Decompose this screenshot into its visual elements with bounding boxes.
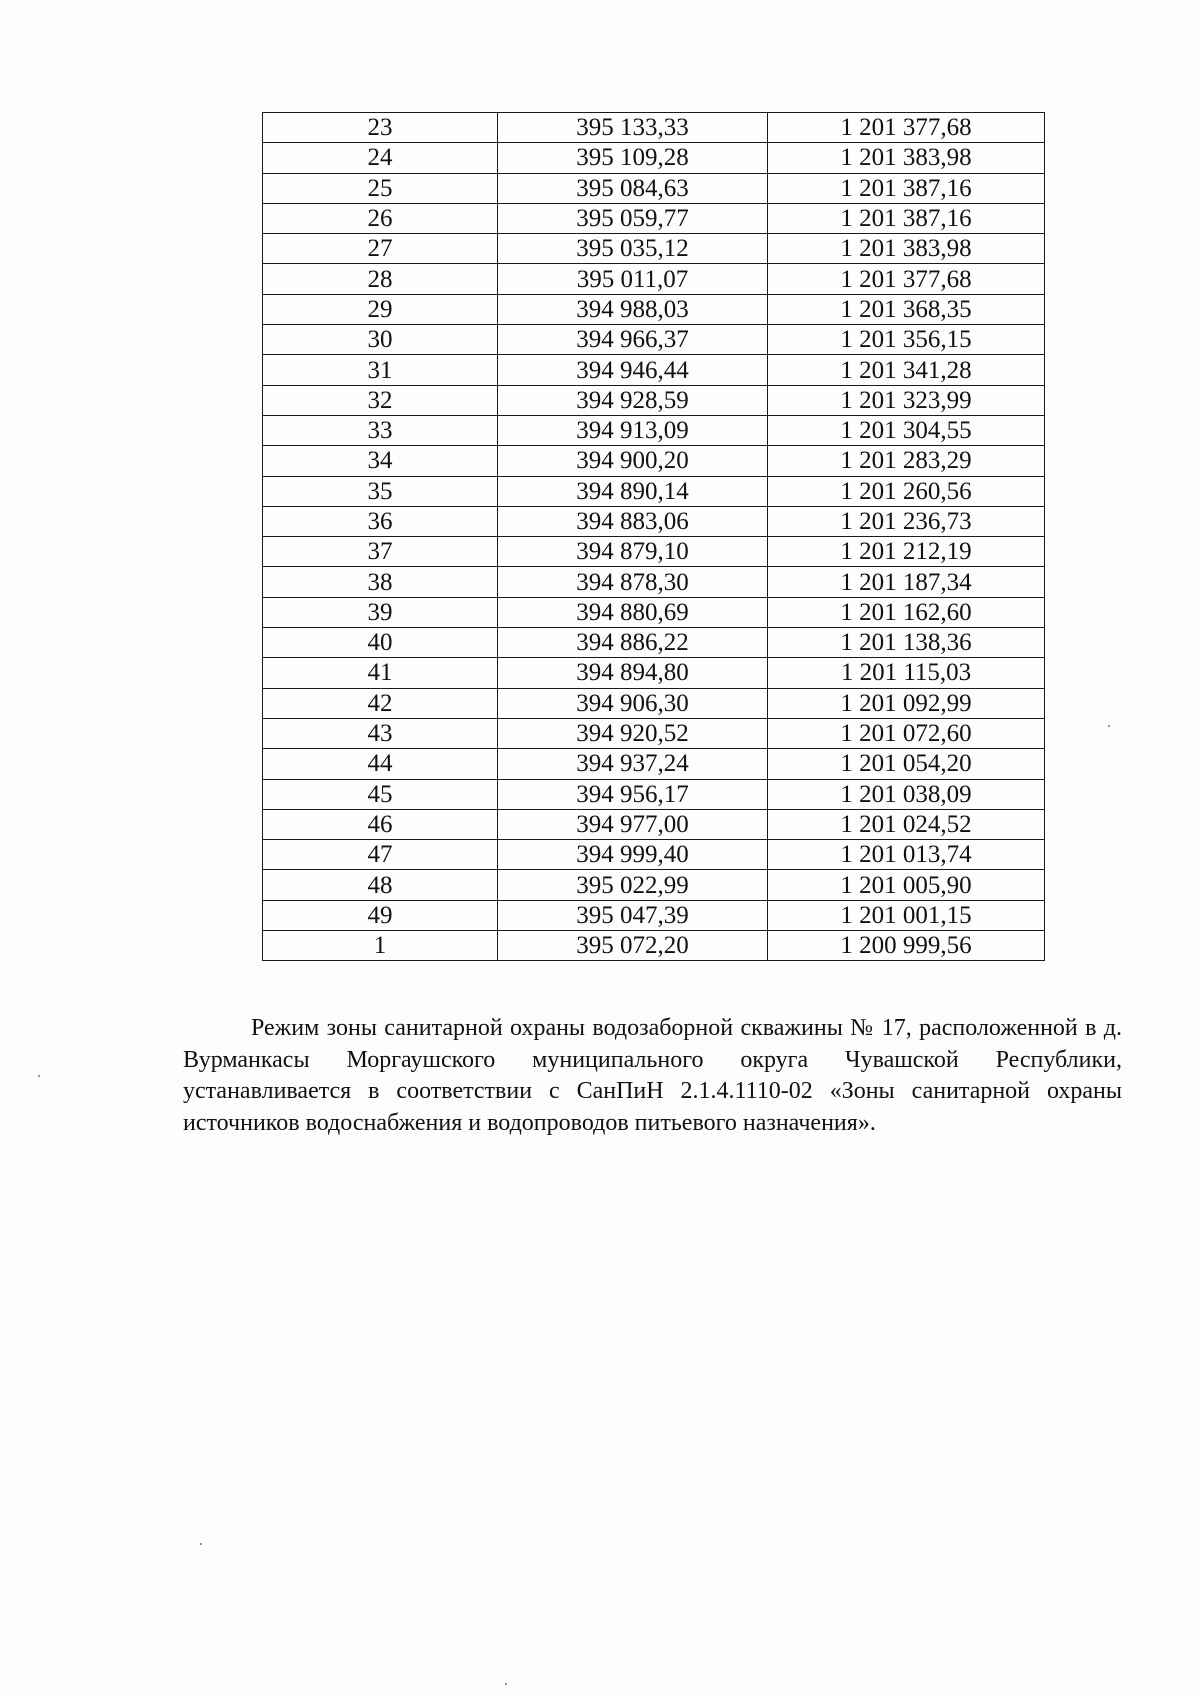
table-row	[263, 294, 1045, 324]
point-number-cell: 41	[263, 658, 498, 688]
y-coordinate-cell: 1 201 387,16	[768, 203, 1045, 233]
x-coordinate-cell: 394 920,52	[498, 718, 768, 748]
x-coordinate-cell: 394 883,06	[498, 506, 768, 536]
scan-speck	[505, 1683, 507, 1685]
x-coordinate-cell: 395 133,33	[498, 113, 768, 143]
y-coordinate-cell: 1 201 001,15	[768, 900, 1045, 930]
y-coordinate-cell: 1 201 368,35	[768, 294, 1045, 324]
coordinates-table	[262, 112, 1045, 961]
scan-speck	[200, 1543, 202, 1545]
x-coordinate-cell: 394 913,09	[498, 415, 768, 445]
y-coordinate-cell: 1 201 356,15	[768, 325, 1045, 355]
point-number-cell: 44	[263, 749, 498, 779]
table-row	[263, 809, 1045, 839]
point-number-cell: 47	[263, 840, 498, 870]
y-coordinate-cell: 1 201 024,52	[768, 809, 1045, 839]
coordinates-table-body	[263, 113, 1045, 961]
table-row	[263, 113, 1045, 143]
y-coordinate-cell: 1 201 138,36	[768, 628, 1045, 658]
x-coordinate-cell: 394 977,00	[498, 809, 768, 839]
point-number-cell: 30	[263, 325, 498, 355]
scan-speck	[1108, 725, 1110, 727]
x-coordinate-cell: 394 880,69	[498, 597, 768, 627]
x-coordinate-cell: 394 937,24	[498, 749, 768, 779]
y-coordinate-cell: 1 201 092,99	[768, 688, 1045, 718]
table-row	[263, 415, 1045, 445]
point-number-cell: 42	[263, 688, 498, 718]
y-coordinate-cell: 1 201 323,99	[768, 385, 1045, 415]
y-coordinate-cell: 1 201 187,34	[768, 567, 1045, 597]
table-row	[263, 537, 1045, 567]
point-number-cell: 34	[263, 446, 498, 476]
point-number-cell: 24	[263, 143, 498, 173]
x-coordinate-cell: 394 906,30	[498, 688, 768, 718]
x-coordinate-cell: 394 878,30	[498, 567, 768, 597]
y-coordinate-cell: 1 201 260,56	[768, 476, 1045, 506]
y-coordinate-cell: 1 201 054,20	[768, 749, 1045, 779]
point-number-cell: 46	[263, 809, 498, 839]
point-number-cell: 25	[263, 173, 498, 203]
point-number-cell: 48	[263, 870, 498, 900]
point-number-cell: 38	[263, 567, 498, 597]
y-coordinate-cell: 1 201 387,16	[768, 173, 1045, 203]
x-coordinate-cell: 394 966,37	[498, 325, 768, 355]
x-coordinate-cell: 394 886,22	[498, 628, 768, 658]
point-number-cell: 32	[263, 385, 498, 415]
x-coordinate-cell: 395 084,63	[498, 173, 768, 203]
y-coordinate-cell: 1 201 283,29	[768, 446, 1045, 476]
table-row	[263, 779, 1045, 809]
y-coordinate-cell: 1 201 038,09	[768, 779, 1045, 809]
y-coordinate-cell: 1 201 013,74	[768, 840, 1045, 870]
y-coordinate-cell: 1 201 005,90	[768, 870, 1045, 900]
table-row	[263, 870, 1045, 900]
y-coordinate-cell: 1 201 115,03	[768, 658, 1045, 688]
sanitary-zone-paragraph: Режим зоны санитарной охраны водозаборной скважины № 17, расположенной в д. Вурманкасы Моргаушского муниципального округа Чувашской Республики, устанавливается в соответствии с СанПиН 2.1.4.1110-02 «Зоны санитарной охраны источников водоснабжения и водопроводов питьевого назначения».	[183, 1015, 1122, 1136]
table-row	[263, 506, 1045, 536]
y-coordinate-cell: 1 201 383,98	[768, 143, 1045, 173]
x-coordinate-cell: 394 900,20	[498, 446, 768, 476]
x-coordinate-cell: 394 894,80	[498, 658, 768, 688]
table-row	[263, 718, 1045, 748]
y-coordinate-cell: 1 201 304,55	[768, 415, 1045, 445]
table-row	[263, 749, 1045, 779]
y-coordinate-cell: 1 201 341,28	[768, 355, 1045, 385]
point-number-cell: 40	[263, 628, 498, 658]
table-row	[263, 325, 1045, 355]
table-row	[263, 203, 1045, 233]
point-number-cell: 28	[263, 264, 498, 294]
y-coordinate-cell: 1 201 377,68	[768, 264, 1045, 294]
y-coordinate-cell: 1 201 212,19	[768, 537, 1045, 567]
point-number-cell: 31	[263, 355, 498, 385]
table-row	[263, 143, 1045, 173]
x-coordinate-cell: 395 022,99	[498, 870, 768, 900]
x-coordinate-cell: 394 946,44	[498, 355, 768, 385]
table-row	[263, 234, 1045, 264]
table-row	[263, 446, 1045, 476]
point-number-cell: 36	[263, 506, 498, 536]
table-row	[263, 173, 1045, 203]
point-number-cell: 37	[263, 537, 498, 567]
table-row	[263, 931, 1045, 961]
point-number-cell: 35	[263, 476, 498, 506]
point-number-cell: 1	[263, 931, 498, 961]
y-coordinate-cell: 1 200 999,56	[768, 931, 1045, 961]
table-row	[263, 355, 1045, 385]
table-row	[263, 567, 1045, 597]
point-number-cell: 45	[263, 779, 498, 809]
x-coordinate-cell: 394 928,59	[498, 385, 768, 415]
table-row	[263, 597, 1045, 627]
table-row	[263, 628, 1045, 658]
point-number-cell: 39	[263, 597, 498, 627]
table-row	[263, 658, 1045, 688]
point-number-cell: 49	[263, 900, 498, 930]
table-row	[263, 900, 1045, 930]
x-coordinate-cell: 395 047,39	[498, 900, 768, 930]
y-coordinate-cell: 1 201 236,73	[768, 506, 1045, 536]
x-coordinate-cell: 395 011,07	[498, 264, 768, 294]
x-coordinate-cell: 395 109,28	[498, 143, 768, 173]
y-coordinate-cell: 1 201 377,68	[768, 113, 1045, 143]
table-row	[263, 264, 1045, 294]
x-coordinate-cell: 394 879,10	[498, 537, 768, 567]
x-coordinate-cell: 394 999,40	[498, 840, 768, 870]
x-coordinate-cell: 395 035,12	[498, 234, 768, 264]
point-number-cell: 33	[263, 415, 498, 445]
y-coordinate-cell: 1 201 072,60	[768, 718, 1045, 748]
table-row	[263, 840, 1045, 870]
point-number-cell: 27	[263, 234, 498, 264]
x-coordinate-cell: 394 956,17	[498, 779, 768, 809]
x-coordinate-cell: 395 072,20	[498, 931, 768, 961]
scan-speck	[38, 1075, 40, 1077]
table-row	[263, 476, 1045, 506]
point-number-cell: 26	[263, 203, 498, 233]
x-coordinate-cell: 395 059,77	[498, 203, 768, 233]
point-number-cell: 23	[263, 113, 498, 143]
table-row	[263, 385, 1045, 415]
x-coordinate-cell: 394 890,14	[498, 476, 768, 506]
x-coordinate-cell: 394 988,03	[498, 294, 768, 324]
y-coordinate-cell: 1 201 162,60	[768, 597, 1045, 627]
point-number-cell: 29	[263, 294, 498, 324]
table-row	[263, 688, 1045, 718]
point-number-cell: 43	[263, 718, 498, 748]
y-coordinate-cell: 1 201 383,98	[768, 234, 1045, 264]
